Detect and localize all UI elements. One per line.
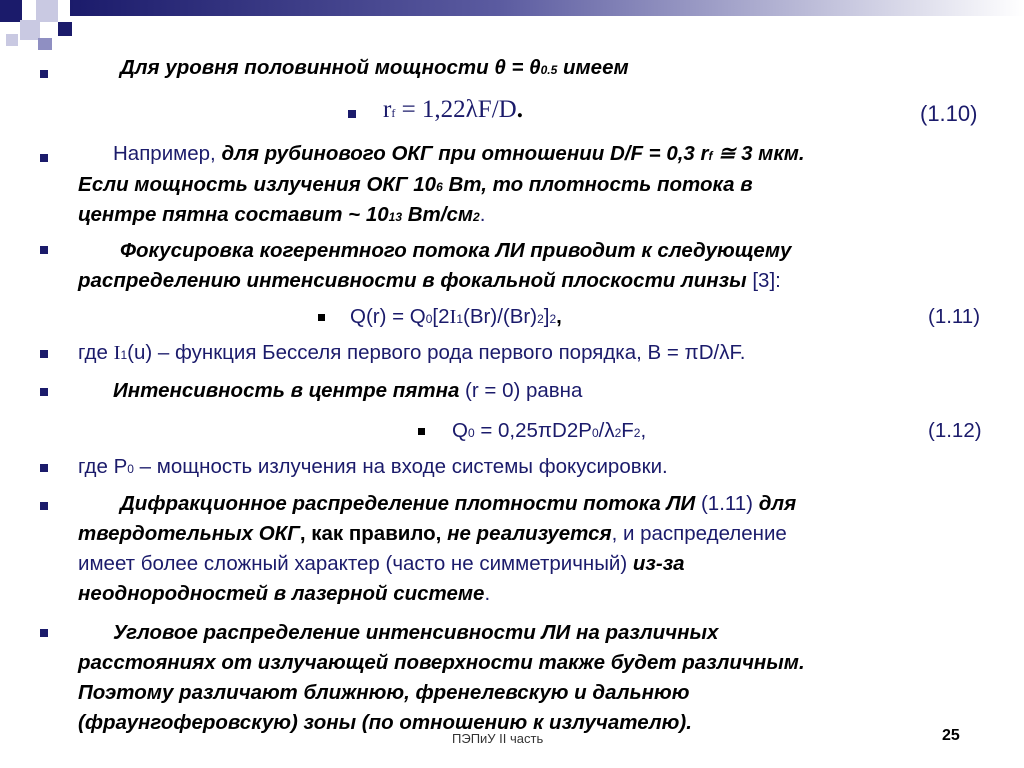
bullet (40, 350, 48, 358)
bullet (418, 428, 425, 435)
bullet (318, 314, 325, 321)
text-line: центре пятна составит ~ 1013 Вт/см2. (78, 203, 486, 226)
bullet (40, 502, 48, 510)
bullet (40, 154, 48, 162)
text-line: Дифракционное распределение плотности потока ЛИ (1.11) для (120, 492, 797, 515)
header-decoration (0, 0, 1024, 50)
text-line: Например, для рубинового ОКГ при отношении D/F = 0,3 rf ≅ 3 мкм. (113, 142, 805, 165)
equation-3: Q0 = 0,25πD2P0/λ2F2, (452, 419, 647, 442)
text-line: Угловое распределение интенсивности ЛИ на различных (113, 621, 719, 644)
bullet (40, 70, 48, 78)
page-number: 25 (942, 727, 960, 744)
equation-number: (1.12) (928, 419, 982, 442)
text-line: где P0 – мощность излучения на входе системы фокусировки. (78, 455, 668, 478)
text-line: расстояниях от излучающей поверхности также будет различным. (78, 651, 805, 674)
bullet (348, 110, 356, 118)
equation-1: rf = 1,22λF/D. (383, 96, 523, 123)
bullet (40, 464, 48, 472)
text-line: где I1(u) – функция Бесселя первого рода первого порядка, B = πD/λF. (78, 341, 746, 364)
text-line: Для уровня половинной мощности θ = θ0.5 имеем (120, 56, 629, 79)
text-line: (фраунгоферовскую) зоны (по отношению к излучателю). (78, 711, 692, 734)
text-line: распределению интенсивности в фокальной плоскости линзы [3]: (78, 269, 781, 292)
text-line: Фокусировка когерентного потока ЛИ приводит к следующему (120, 239, 792, 262)
equation-2: Q(r) = Q0[2I1(Br)/(Br)2]2, (350, 305, 562, 328)
slide-footer: ПЭПиУ II часть (452, 731, 544, 746)
bullet (40, 629, 48, 637)
equation-number: (1.10) (920, 101, 978, 126)
bullet (40, 388, 48, 396)
text-line: Поэтому различают ближнюю, френелевскую и дальнюю (78, 681, 690, 704)
text-line: неоднородностей в лазерной системе. (78, 582, 491, 605)
text-line: Если мощность излучения ОКГ 106 Вт, то плотность потока в (78, 173, 753, 196)
text-line: твердотельных ОКГ, как правило, не реализуется, и распределение (78, 522, 787, 545)
text-line: Интенсивность в центре пятна (r = 0) равна (113, 379, 583, 402)
equation-number: (1.11) (928, 305, 981, 328)
bullet (40, 246, 48, 254)
text-line: имеет более сложный характер (часто не симметричный) из-за (78, 552, 685, 575)
